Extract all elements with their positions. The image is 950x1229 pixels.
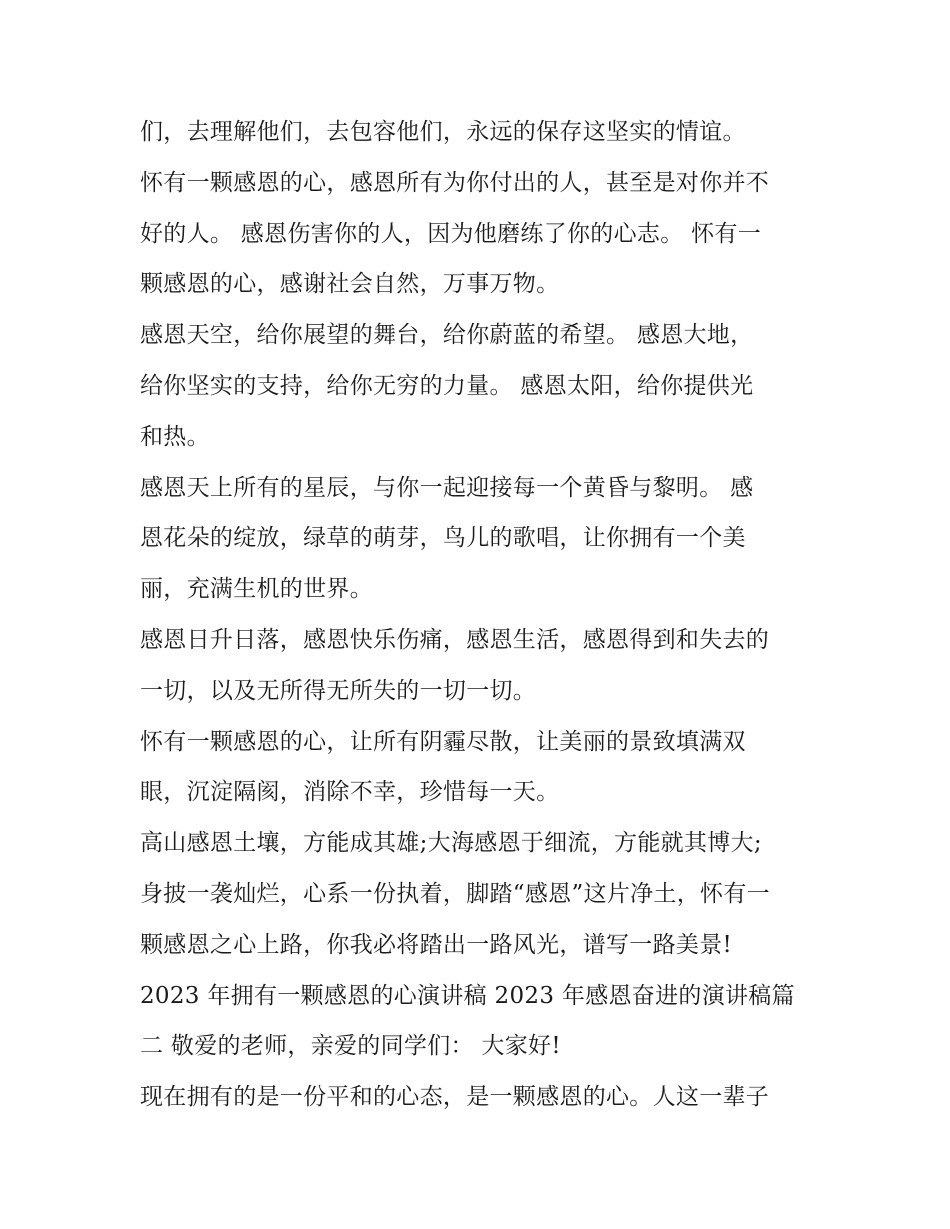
text-line: 感恩天上所有的星辰，与你一起迎接每一个黄昏与黎明。 感 [140,474,754,501]
text-line: 怀有一颗感恩的心，让所有阴霾尽散，让美丽的景致填满双 [140,728,746,755]
text-line: 2023 年拥有一颗感恩的心演讲稿 2023 年感恩奋进的演讲稿篇 [140,982,795,1009]
text-line: 眼，沉淀隔阂，消除不幸，珍惜每一天。 [140,779,560,806]
text-line: 丽，充满生机的世界。 [140,576,373,603]
text-line: 颗感恩之心上路，你我必将踏出一路风光，谱写一路美景! [140,931,733,958]
text-line: 颗感恩的心，感谢社会自然，万事万物。 [140,271,560,298]
text-line: 身披一袭灿烂，心系一份执着，脚踏“感恩”这片净土，怀有一 [140,880,770,907]
text-line: 好的人。 感恩伤害你的人，因为他磨练了你的心志。 怀有一 [140,220,762,247]
text-line: 怀有一颗感恩的心，感恩所有为你付出的人，甚至是对你并不 [140,169,770,196]
text-line: 一切，以及无所得无所失的一切一切。 [140,677,537,704]
text-line: 感恩天空，给你展望的舞台，给你蔚蓝的希望。 感恩大地， [140,322,754,349]
text-line: 们，去理解他们，去包容他们，永远的保存这坚实的情谊。 [140,119,746,145]
text-line: 给你坚实的支持，给你无穷的力量。 感恩太阳，给你提供光 [140,372,754,399]
text-line: 恩花朵的绽放，绿草的萌芽，鸟儿的歌唱，让你拥有一个美 [140,525,746,552]
document-body [140,107,820,1123]
text-line: 现在拥有的是一份平和的心态，是一颗感恩的心。人这一辈子 [140,1084,770,1111]
text-line: 感恩日升日落，感恩快乐伤痛，感恩生活，感恩得到和失去的 [140,626,770,653]
text-line: 高山感恩土壤，方能成其雄;大海感恩于细流，方能就其博大; [140,830,762,857]
text-line: 和热。 [140,423,210,450]
text-line: 二 敬爱的老师，亲爱的同学们： 大家好! [140,1033,561,1060]
